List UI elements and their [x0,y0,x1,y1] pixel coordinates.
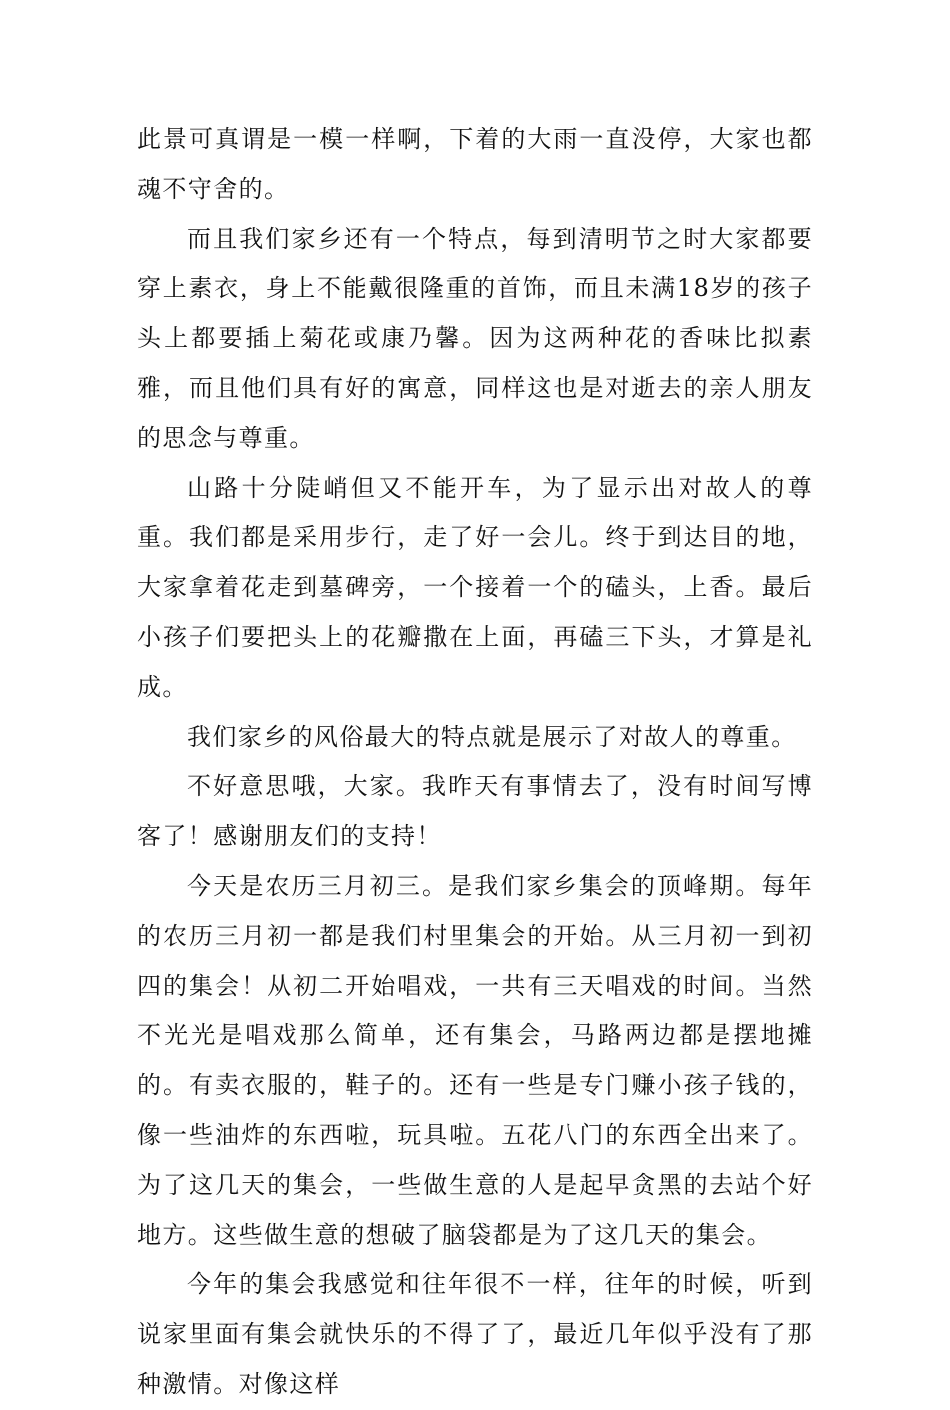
paragraph-3: 山路十分陡峭但又不能开车，为了显示出对故人的尊重。我们都是采用步行，走了好一会儿。终于到达目的地，大家拿着花走到墓碑旁，一个接着一个的磕头，上香。最后小孩子们要把头上的花瓣撒在上面，再磕三下头，才算是礼成。 [137,473,813,701]
paragraph-4: 我们家乡的风俗最大的特点就是展示了对故人的尊重。 [187,722,797,751]
paragraph-1: 此景可真谓是一模一样啊，下着的大雨一直没停，大家也都魂不守舍的。 [137,125,813,203]
paragraph-7: 今年的集会我感觉和往年很不一样，往年的时候，听到说家里面有集会就快乐的不得了了，最近几年似乎没有了那种激情。对像这样 [137,1270,813,1398]
paragraph-6: 今天是农历三月初三。是我们家乡集会的顶峰期。每年的农历三月初一都是我们村里集会的开始。从三月初一到初四的集会！从初二开始唱戏，一共有三天唱戏的时间。当然不光光是唱戏那么简单，还有集会，马路两边都是摆地摊的。有卖衣服的，鞋子的。还有一些是专门赚小孩子钱的，像一些油炸的东西啦，玩具啦。五花八门的东西全出来了。为了这几天的集会，一些做生意的人是起早贪黑的去站个好地方。这些做生意的想破了脑袋都是为了这几天的集会。 [137,871,813,1249]
paragraph-5: 不好意思哦，大家。我昨天有事情去了，没有时间写博客了！感谢朋友们的支持！ [137,772,813,851]
paragraph-2: 而且我们家乡还有一个特点，每到清明节之时大家都要穿上素衣，身上不能戴很隆重的首饰，而且未满18岁的孩子头上都要插上菊花或康乃馨。因为这两种花的香味比拟素雅，而且他们具有好的寓意，同样这也是对逝去的亲人朋友的思念与尊重。 [137,224,813,452]
document-body [137,115,813,1410]
